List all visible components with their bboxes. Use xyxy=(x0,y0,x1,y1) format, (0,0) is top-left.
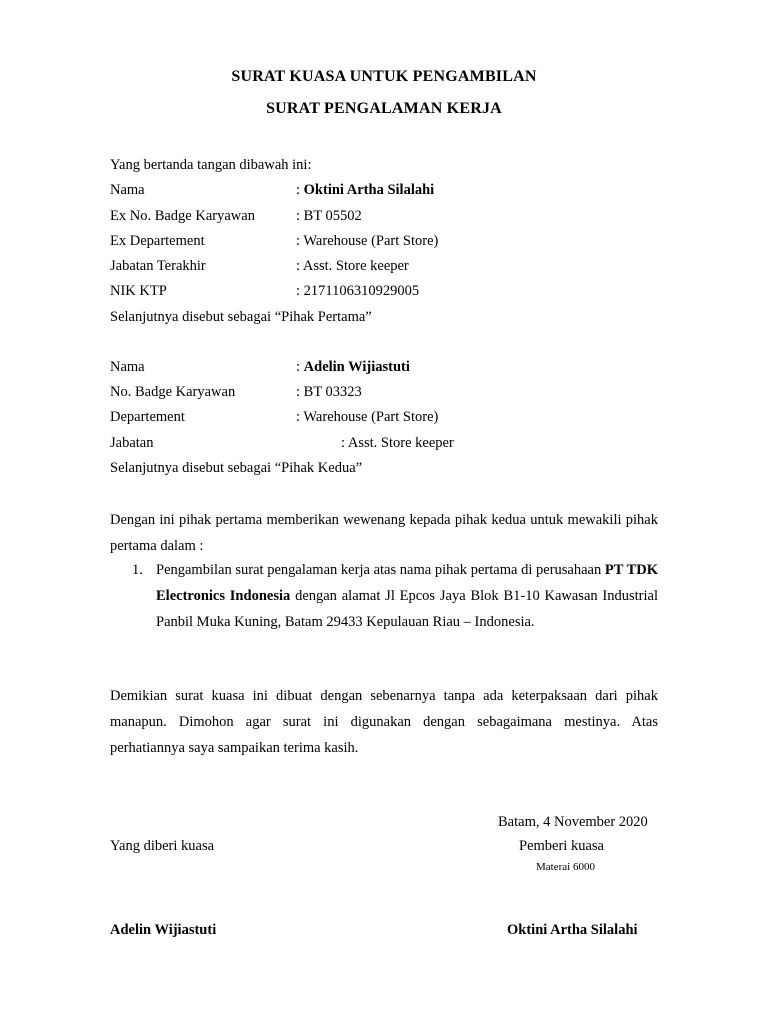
stamp-note: Materai 6000 xyxy=(536,861,595,873)
field-label: Ex Departement xyxy=(110,233,205,249)
authorization-paragraph: Dengan ini pihak pertama memberikan wewenang kepada pihak kedua untuk mewakili pihak pertama dalam : xyxy=(110,512,658,554)
field-label: Jabatan Terakhir xyxy=(110,258,206,274)
party1-badge-row xyxy=(110,206,670,226)
field-value: : Adelin Wijiastuti xyxy=(296,359,410,375)
party1-position-row xyxy=(110,256,670,276)
field-label: Nama xyxy=(110,359,145,375)
document-title-line-2: SURAT PENGALAMAN KERJA xyxy=(266,100,502,117)
field-label: Departement xyxy=(110,409,185,425)
document-title-line-1: SURAT KUASA UNTUK PENGAMBILAN xyxy=(231,68,537,85)
field-label: Nama xyxy=(110,182,145,198)
party1-nik-row xyxy=(110,281,670,301)
intro-text: Yang bertanda tangan dibawah ini: xyxy=(110,157,312,173)
recipient-name: Adelin Wijiastuti xyxy=(110,922,217,938)
party1-department-row xyxy=(110,231,670,251)
field-label: NIK KTP xyxy=(110,283,167,299)
party2-department-row xyxy=(110,407,670,427)
party2-name: Adelin Wijiastuti xyxy=(303,359,410,375)
field-value: : BT 03323 xyxy=(296,384,362,400)
party1-name: Oktini Artha Silalahi xyxy=(303,182,435,198)
field-label: Ex No. Badge Karyawan xyxy=(110,208,255,224)
field-value: : 2171106310929005 xyxy=(296,283,420,299)
company-name: PT TDK Electronics Indonesia xyxy=(156,562,658,604)
place-date: Batam, 4 November 2020 xyxy=(498,814,648,830)
list-number: 1. xyxy=(132,562,143,578)
field-value: : Asst. Store keeper xyxy=(341,435,454,451)
grantor-label: Pemberi kuasa xyxy=(519,838,604,854)
field-value: : Asst. Store keeper xyxy=(296,258,409,274)
field-value: : Oktini Artha Silalahi xyxy=(296,182,435,198)
party2-position-row xyxy=(110,433,670,453)
closing-paragraph: Demikian surat kuasa ini dibuat dengan sebenarnya tanpa ada keterpaksaan dari pihak manapun. Dimohon agar surat ini digunakan dengan sebagaimana mestinya. Atas perhatiannya saya sampaikan terima kasih. xyxy=(110,688,658,756)
field-value: : Warehouse (Part Store) xyxy=(296,233,439,249)
party2-designation: Selanjutnya disebut sebagai “Pihak Kedua” xyxy=(110,460,363,476)
party1-name-row xyxy=(110,180,670,200)
field-value: : BT 05502 xyxy=(296,208,362,224)
party1-designation: Selanjutnya disebut sebagai “Pihak Pertama” xyxy=(110,309,372,325)
party2-badge-row xyxy=(110,382,670,402)
list-item-text: Pengambilan surat pengalaman kerja atas nama pihak pertama di perusahaan PT TDK Electronics Indonesia dengan alamat Jl Epcos Jaya Blok B1-10 Kawasan Industrial Panbil Muka Kuning, Batam 29433 Kepulauan Riau – Indonesia. xyxy=(156,562,659,630)
recipient-label: Yang diberi kuasa xyxy=(110,838,215,854)
field-label: No. Badge Karyawan xyxy=(110,384,236,400)
party2-name-row xyxy=(110,357,670,377)
grantor-name: Oktini Artha Silalahi xyxy=(507,922,638,938)
field-label: Jabatan xyxy=(110,435,154,451)
field-value: : Warehouse (Part Store) xyxy=(296,409,439,425)
